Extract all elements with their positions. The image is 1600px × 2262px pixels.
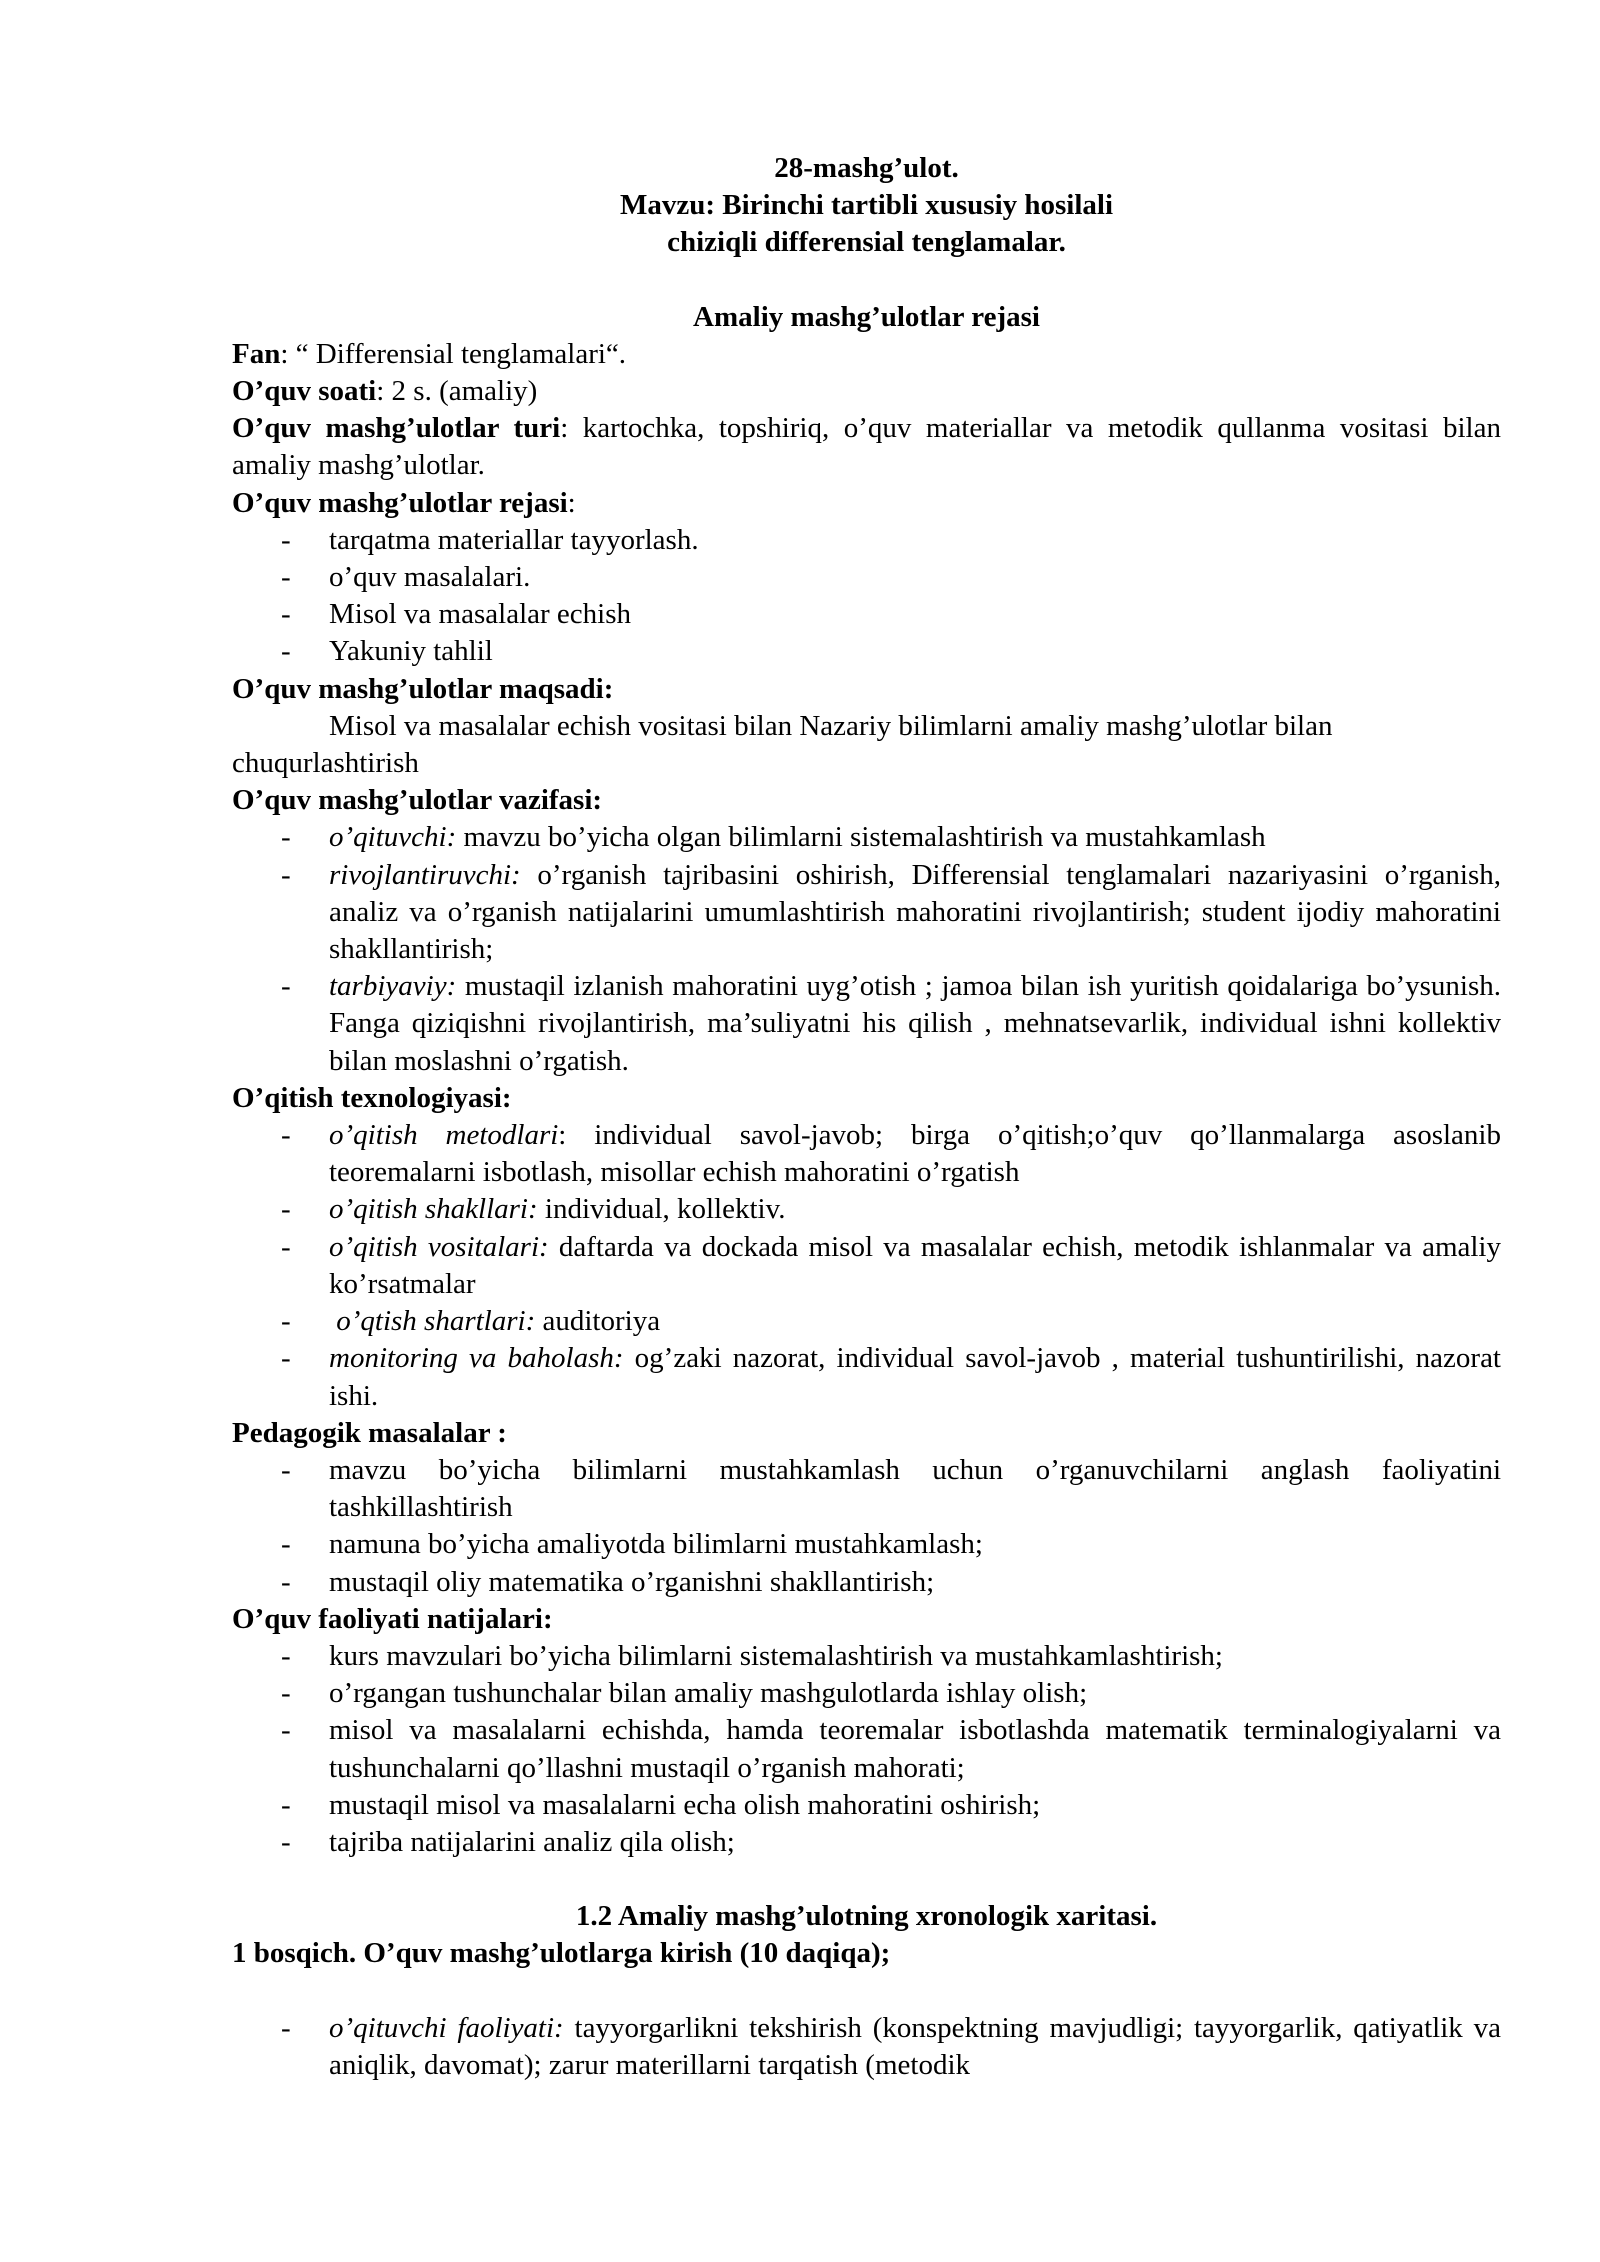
list-item: - Misol va masalalar echish [232, 596, 1501, 633]
item-text: og’zaki nazorat, individual savol-javob , material tushuntirilishi, nazorat ishi. [329, 1342, 1501, 1412]
soat-label: O’quv soati [232, 375, 377, 408]
rejasi-colon: : [567, 486, 576, 519]
plan-heading: Amaliy mashg’ulotlar rejasi [693, 300, 1040, 333]
maqsad-text: Misol va masalalar echish vositasi bilan Nazariy bilimlarni amaliy mashg’ulotlar bilan chuqurlashtirish [232, 709, 1333, 780]
item-text: auditoriya [535, 1305, 661, 1338]
item-term: o’qitish vositalari: [329, 1230, 549, 1263]
vazifa-list [232, 819, 1501, 1079]
list-item: - tajriba natijalarini analiz qila olish; [232, 1824, 1501, 1861]
lesson-topic-line1: Mavzu: Birinchi tartibli xususiy hosilali [619, 189, 1114, 222]
vazifa-label: O’quv mashg’ulotlar vazifasi: [232, 784, 603, 817]
chronology-heading: 1.2 Amaliy mashg’ulotning xronologik xaritasi. [575, 1900, 1158, 1933]
stage1-heading: 1 bosqich. O’quv mashg’ulotlarga kirish (10 daqiqa); [232, 1937, 891, 1970]
list-item: - mavzu bo’yicha bilimlarni mustahkamlash uchun o’rganuvchilarni anglash faoliyatini tashkillashtirish [232, 1452, 1501, 1526]
maqsad-label: O’quv mashg’ulotlar maqsadi: [232, 672, 614, 705]
spacer [232, 262, 1501, 299]
item-term: o’qitish shakllari: [329, 1193, 538, 1226]
spacer [232, 1973, 1501, 2010]
lesson-topic-line2: chiziqli differensial tenglamalar. [667, 226, 1066, 259]
list-item: - mustaqil oliy matematika o’rganishni shakllantirish; [232, 1564, 1501, 1601]
rejasi-label: O’quv mashg’ulotlar rejasi [232, 486, 568, 519]
item-text: mustaqil izlanish mahoratini uyg’otish ; jamoa bilan ish yuritish qoidalariga bo’ysunish. Fanga qiziqishni rivojlantirish, ma’suliyatni his qilish , mehnatsevarlik, individual ishni kollektiv bilan moslashni o’rgatish. [329, 970, 1501, 1077]
turi-line [232, 410, 1501, 484]
list-item [232, 819, 1501, 856]
natija-label: O’quv faoliyati natijalari: [232, 1602, 553, 1635]
item-text: tayyorgarlikni tekshirish (konspektning mavjudligi; tayyorgarlik, qatiyatlik va aniqlik, davomat); zarur materillarni tarqatish (metodik [329, 2011, 1501, 2081]
list-item: - o’rgangan tushunchalar bilan amaliy mashgulotlarda ishlay olish; [232, 1675, 1501, 1712]
fan-line [232, 336, 1501, 373]
natija-list [232, 1638, 1501, 1861]
item-text: mavzu bo’yicha olgan bilimlarni sistemalashtirish va mustahkamlash [456, 821, 1266, 854]
lesson-number: 28-mashg’ulot. [774, 152, 959, 184]
item-term: o’qituvchi faoliyati: [329, 2011, 564, 2044]
texnologiya-label: O’qitish texnologiyasi: [232, 1081, 512, 1114]
document-content [232, 150, 1501, 2084]
list-item: - misol va masalalarni echishda, hamda teoremalar isbotlashda matematik terminalogiyalarni va tushunchalarni qo’llashni mustaqil o’rganish mahorati; [232, 1712, 1501, 1786]
list-item [232, 1117, 1501, 1191]
list-item: - tarqatma materiallar tayyorlash. [232, 522, 1501, 559]
soat-line [232, 373, 1501, 410]
turi-value: : kartochka, topshiriq, o’quv materiallar va metodik qullanma vositasi bilan amaliy mashg’ulotlar. [232, 412, 1501, 482]
item-text: individual, kollektiv. [537, 1193, 786, 1226]
list-item: - Yakuniy tahlil [232, 633, 1501, 670]
fan-label: Fan [232, 337, 281, 370]
item-term: rivojlantiruvchi: [329, 858, 521, 891]
item-term: o’qitish metodlari [329, 1119, 559, 1152]
rejasi-line [232, 485, 1501, 522]
item-term: o’qituvchi: [329, 821, 457, 854]
item-term: o’qtish shartlari: [329, 1305, 536, 1338]
list-item [232, 857, 1501, 969]
soat-value: : 2 s. (amaliy) [376, 375, 538, 408]
list-item: - o’quv masalalari. [232, 559, 1501, 596]
pedagogik-list [232, 1452, 1501, 1601]
list-item [232, 968, 1501, 1080]
pedagogik-label: Pedagogik masalalar : [232, 1416, 507, 1449]
fan-value: : “ Differensial tenglamalari“. [280, 337, 627, 370]
list-item [232, 1340, 1501, 1414]
rejasi-list [232, 522, 1501, 671]
texnologiya-list [232, 1117, 1501, 1415]
item-term: tarbiyaviy: [329, 970, 457, 1003]
list-item [232, 2010, 1501, 2084]
item-term: monitoring va baholash: [329, 1342, 624, 1375]
turi-label: O’quv mashg’ulotlar turi [232, 412, 561, 445]
list-item: - kurs mavzulari bo’yicha bilimlarni sistemalashtirish va mustahkamlashtirish; [232, 1638, 1501, 1675]
item-text: : individual savol-javob; birga o’qitish;o’quv qo’llanmalarga asoslanib teoremalarni isbotlash, misollar echish mahoratini o’rgatish [329, 1119, 1501, 1189]
spacer [232, 1861, 1501, 1898]
list-item: - mustaqil misol va masalalarni echa olish mahoratini oshirish; [232, 1787, 1501, 1824]
stage1-list [232, 2010, 1501, 2084]
item-text: o’rganish tajribasini oshirish, Differensial tenglamalari nazariyasini o’rganish, analiz va o’rganish natijalarini umumlashtirish mahoratini rivojlantirish; student ijodiy mahoratini shakllantirish; [329, 858, 1501, 966]
list-item [232, 1229, 1501, 1303]
list-item: - namuna bo’yicha amaliyotda bilimlarni mustahkamlash; [232, 1526, 1501, 1563]
list-item [232, 1303, 1501, 1340]
item-text: daftarda va dockada misol va masalalar echish, metodik ishlanmalar va amaliy ko’rsatmalar [329, 1230, 1501, 1300]
list-item [232, 1191, 1501, 1228]
